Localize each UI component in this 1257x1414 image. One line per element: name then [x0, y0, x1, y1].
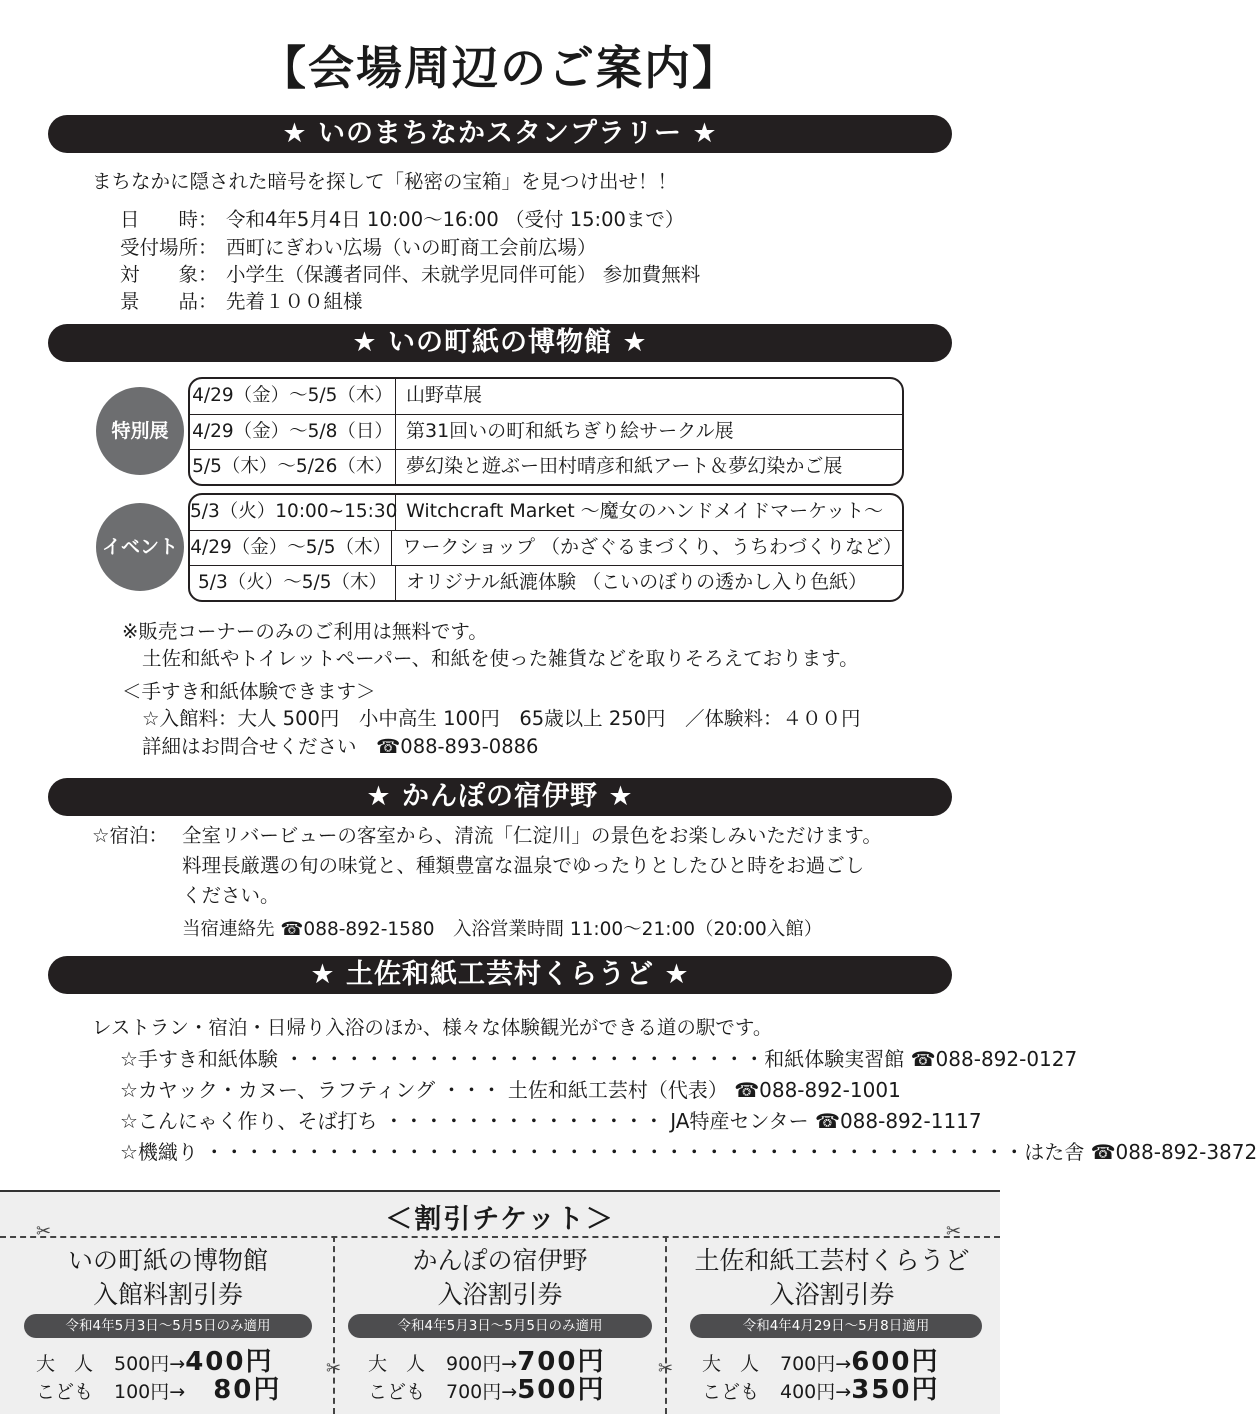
ticket-type: 入浴割引券 [437, 1280, 563, 1309]
price-new: 400円 [185, 1347, 274, 1377]
ticket-kuraudo [672, 1244, 992, 1312]
price-old: 900円→ [446, 1353, 518, 1375]
detail-value: 先着１００組様 [226, 290, 363, 313]
exhibit-name: 夢幻染と遊ぶー田村晴彦和紙アート＆夢幻染かご展 [406, 455, 843, 477]
lodging-text-line: 全室リバービューの客室から、清流「仁淀川」の景色をお楽しみいただけます。 [182, 824, 882, 847]
stamp-rally-intro: まちなかに隠された暗号を探して「秘密の宝箱」を見つけ出せ！！ [92, 170, 678, 193]
stamp-rally-target [120, 259, 700, 287]
scissors-icon: ✂ [658, 1358, 674, 1379]
scissors-icon: ✂ [326, 1358, 342, 1379]
stamp-rally-date [120, 204, 684, 232]
stamp-rally-prize [120, 286, 363, 314]
scissors-icon: ✂ [946, 1221, 962, 1242]
event-table [188, 493, 904, 602]
price-old: 500円→ [114, 1353, 186, 1375]
detail-key: 景 品： [120, 290, 218, 313]
event-name: ワークショップ （かざぐるまづくり、うちわづくりなど） [402, 536, 902, 558]
table-row [190, 530, 902, 565]
price-label: 大 人 [36, 1353, 94, 1375]
lodging-text-line: ください。 [182, 884, 280, 907]
ticket-adult-price [368, 1348, 605, 1378]
ticket-adult-price [36, 1348, 273, 1378]
detail-key: 日 時： [120, 208, 218, 231]
cut-line-vertical [333, 1236, 335, 1414]
cut-line [0, 1236, 1000, 1238]
lodging-label: ☆宿泊： [92, 824, 168, 847]
exhibit-name: 山野草展 [406, 384, 483, 406]
special-exhibition-badge: 特別展 [96, 387, 184, 475]
event-name: オリジナル紙漉体験 （こいのぼりの透かし入り色紙） [406, 571, 868, 593]
section-banner-kanpo: ★ かんぽの宿伊野 ★ [48, 778, 952, 816]
ticket-name: いの町紙の博物館 [67, 1246, 268, 1275]
table-row [190, 495, 902, 530]
ticket-child-price [368, 1376, 605, 1406]
table-row [190, 449, 902, 484]
detail-value: 令和4年5月4日 10:00～16:00 （受付 15:00まで） [226, 208, 685, 231]
exhibit-date: 4/29（金）～5/5（木） [190, 379, 396, 414]
lodging-text-line: 料理長厳選の旬の味覚と、種類豊富な温泉でゆったりとしたひと時をお過ごし [182, 854, 865, 877]
event-date: 5/3（火）～5/5（木） [190, 566, 396, 600]
event-date: 4/29（金）～5/5（木） [190, 531, 392, 565]
stamp-rally-venue [120, 232, 597, 260]
exhibit-name: 第31回いの町和紙ちぎり絵サークル展 [406, 420, 734, 442]
price-new: 600円 [851, 1347, 940, 1377]
table-row [190, 565, 902, 600]
museum-contact: 詳細はお問合せください ☎088-893-0886 [142, 735, 539, 758]
section-banner-kuraudo: ★ 土佐和紙工芸村くらうど ★ [48, 956, 952, 994]
price-new: 700円 [517, 1347, 606, 1377]
table-row [190, 414, 902, 449]
ticket-type: 入館料割引券 [92, 1280, 243, 1309]
detail-value: 西町にぎわい広場（いの町商工会前広場） [226, 236, 597, 259]
price-new: 500円 [517, 1375, 606, 1405]
ticket-period-badge: 令和4年5月3日～5月5日のみ適用 [348, 1314, 652, 1338]
section-banner-paper-museum: ★ いの町紙の博物館 ★ [48, 324, 952, 362]
price-label: こども [368, 1381, 426, 1403]
papermaking-heading: ＜手すき和紙体験できます＞ [122, 680, 376, 703]
price-old: 100円→ [114, 1381, 186, 1403]
price-old: 400円→ [780, 1381, 852, 1403]
price-label: 大 人 [702, 1353, 760, 1375]
section-banner-stamp-rally: ★ いのまちなかスタンプラリー ★ [48, 115, 952, 153]
price-label: こども [36, 1381, 94, 1403]
kuraudo-activity: ☆手すき和紙体験 ・・・・・・・・・・・・・・・・・・・・・・・・和紙体験実習館 ☎088-892-0127 [120, 1047, 1078, 1071]
kuraudo-intro: レストラン・宿泊・日帰り入浴のほか、様々な体験観光ができる道の駅です。 [92, 1016, 773, 1039]
ticket-type: 入浴割引券 [769, 1280, 895, 1309]
ticket-kanpo [340, 1244, 660, 1312]
price-old: 700円→ [446, 1381, 518, 1403]
page-title: 【会場周辺のご案内】 [260, 41, 740, 95]
table-row [190, 379, 902, 414]
scissors-icon: ✂ [36, 1221, 52, 1242]
museum-fees: ☆入館料：大人 500円 小中高生 100円 65歳以上 250円 ／体験料：４００円 [142, 707, 861, 730]
price-new: 350円 [851, 1375, 940, 1405]
ticket-child-price [36, 1376, 281, 1406]
cut-line-vertical [665, 1236, 667, 1414]
ticket-museum [8, 1244, 328, 1312]
detail-key: 受付場所： [120, 236, 218, 259]
event-badge: イベント [96, 503, 184, 591]
price-old: 700円→ [780, 1353, 852, 1375]
price-label: 大 人 [368, 1353, 426, 1375]
price-new: 80円 [185, 1375, 282, 1405]
kuraudo-activity: ☆機織り ・・・・・・・・・・・・・・・・・・・・・・・・・・・・・・・・・・・・・・・・・はた舎 ☎088-892-3872 [120, 1140, 1257, 1164]
kanpo-contact: 当宿連絡先 ☎088-892-1580 入浴営業時間 11:00～21:00（20:00入館） [182, 919, 823, 940]
museum-note-detail: 土佐和紙やトイレットペーパー、和紙を使った雑貨などを取りそろえております。 [142, 647, 859, 670]
ticket-child-price [702, 1376, 939, 1406]
event-date: 5/3（火）10:00~15:30 [190, 495, 396, 530]
exhibit-date: 4/29（金）～5/8（日） [190, 415, 396, 449]
event-name: Witchcraft Market ～魔女のハンドメイドマーケット～ [406, 500, 884, 522]
special-exhibition-table [188, 377, 904, 486]
ticket-adult-price [702, 1348, 939, 1378]
museum-note: ※販売コーナーのみのご利用は無料です。 [122, 620, 488, 643]
exhibit-date: 5/5（木）～5/26（木） [190, 450, 396, 484]
price-label: こども [702, 1381, 760, 1403]
ticket-name: かんぽの宿伊野 [412, 1246, 588, 1275]
kuraudo-activity: ☆こんにゃく作り、そば打ち ・・・・・・・・・・・・・・ JA特産センター ☎088-892-1117 [120, 1109, 982, 1133]
ticket-name: 土佐和紙工芸村くらうど [694, 1246, 970, 1275]
kuraudo-activity: ☆カヤック・カヌー、ラフティング ・・・ 土佐和紙工芸村（代表） ☎088-892-1001 [120, 1078, 901, 1102]
tickets-title: ＜割引チケット＞ [385, 1204, 615, 1235]
ticket-period-badge: 令和4年4月29日～5月8日適用 [690, 1314, 982, 1338]
ticket-period-badge: 令和4年5月3日～5月5日のみ適用 [24, 1314, 312, 1338]
detail-value: 小学生（保護者同伴、未就学児同伴可能） 参加費無料 [226, 263, 701, 286]
detail-key: 対 象： [120, 263, 218, 286]
